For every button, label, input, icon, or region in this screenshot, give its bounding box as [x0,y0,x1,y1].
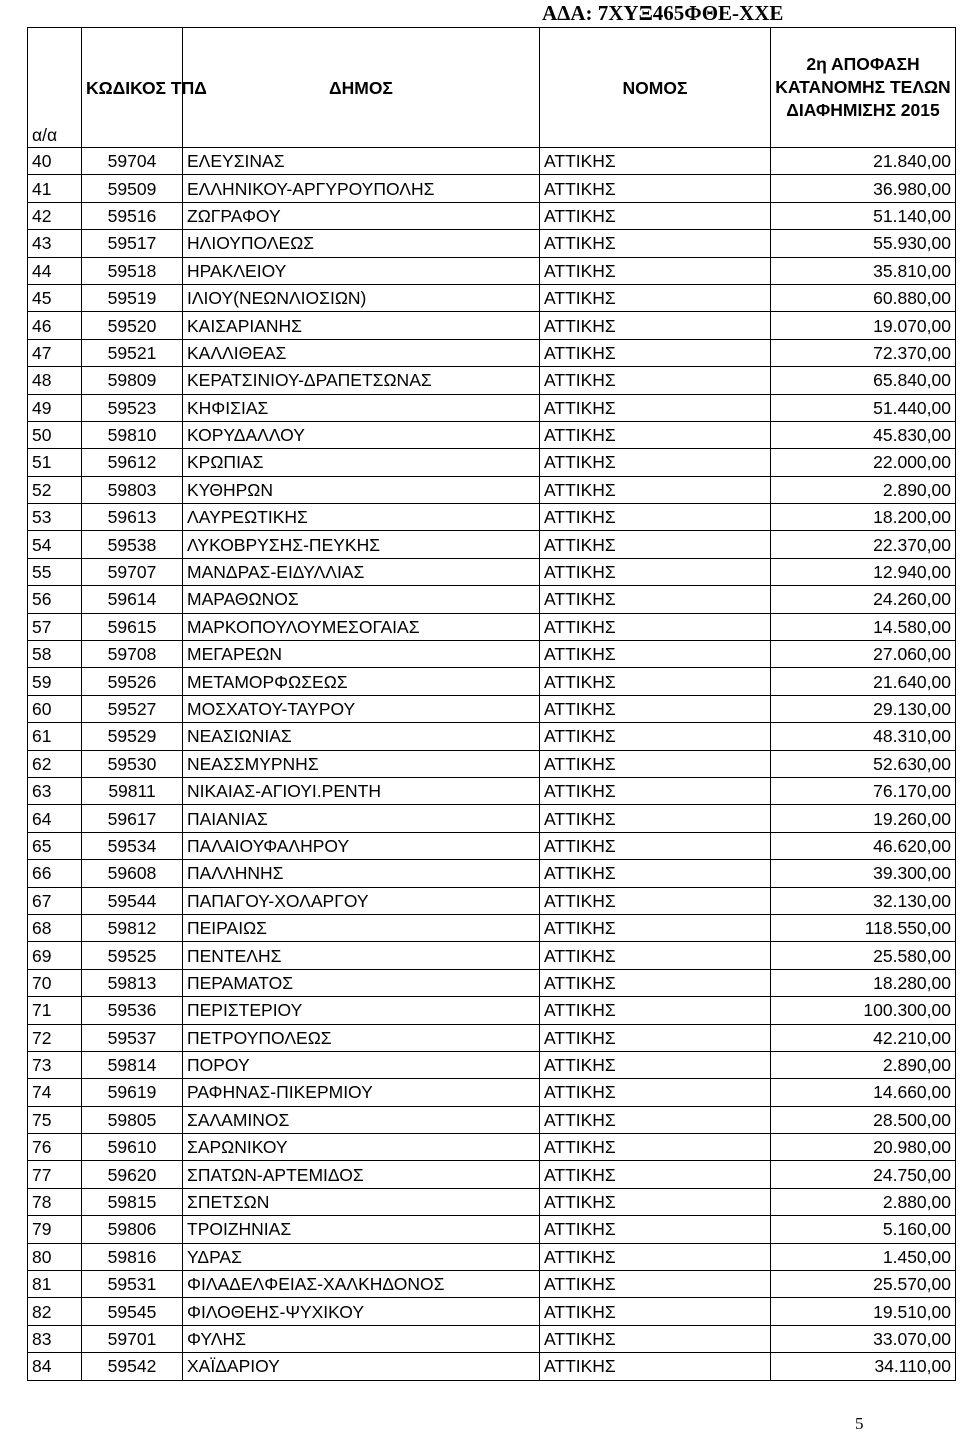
row-prefecture: ΑΤΤΙΚΗΣ [540,1298,771,1325]
row-number: 77 [28,1161,82,1188]
table-row [28,531,956,558]
table-row [28,942,956,969]
row-prefecture: ΑΤΤΙΚΗΣ [540,1051,771,1078]
row-amount: 118.550,00 [771,914,956,941]
row-amount: 52.630,00 [771,750,956,777]
row-number: 78 [28,1188,82,1215]
table-row [28,969,956,996]
table-row [28,257,956,284]
row-prefecture: ΑΤΤΙΚΗΣ [540,969,771,996]
table-row [28,1243,956,1270]
table-row [28,312,956,339]
row-municipality: ΤΡΟΙΖΗΝΙΑΣ [183,1216,540,1243]
table-row [28,695,956,722]
row-municipality: ΝΕΑΣΣΜΥΡΝΗΣ [183,750,540,777]
row-code: 59701 [82,1325,183,1352]
row-municipality: ΠΕΡΑΜΑΤΟΣ [183,969,540,996]
row-number: 57 [28,613,82,640]
row-prefecture: ΑΤΤΙΚΗΣ [540,531,771,558]
row-code: 59525 [82,942,183,969]
row-number: 76 [28,1134,82,1161]
row-amount: 19.510,00 [771,1298,956,1325]
table-row [28,449,956,476]
row-amount: 2.890,00 [771,1051,956,1078]
row-prefecture: ΑΤΤΙΚΗΣ [540,750,771,777]
row-municipality: ΦΥΛΗΣ [183,1325,540,1352]
row-number: 47 [28,339,82,366]
row-prefecture: ΑΤΤΙΚΗΣ [540,421,771,448]
row-code: 59814 [82,1051,183,1078]
row-code: 59518 [82,257,183,284]
table-row [28,1106,956,1133]
row-number: 56 [28,586,82,613]
row-number: 75 [28,1106,82,1133]
row-number: 52 [28,476,82,503]
row-number: 44 [28,257,82,284]
row-number: 66 [28,860,82,887]
row-prefecture: ΑΤΤΙΚΗΣ [540,668,771,695]
row-amount: 28.500,00 [771,1106,956,1133]
table-body [28,148,956,1381]
table-row [28,805,956,832]
row-number: 49 [28,394,82,421]
row-prefecture: ΑΤΤΙΚΗΣ [540,1325,771,1352]
row-amount: 33.070,00 [771,1325,956,1352]
row-amount: 25.580,00 [771,942,956,969]
row-number: 60 [28,695,82,722]
row-number: 80 [28,1243,82,1270]
row-code: 59806 [82,1216,183,1243]
row-amount: 72.370,00 [771,339,956,366]
row-code: 59527 [82,695,183,722]
table-row [28,887,956,914]
row-number: 74 [28,1079,82,1106]
row-number: 58 [28,641,82,668]
row-municipality: ΠΕΙΡΑΙΩΣ [183,914,540,941]
row-code: 59542 [82,1353,183,1380]
row-amount: 5.160,00 [771,1216,956,1243]
row-amount: 51.440,00 [771,394,956,421]
row-amount: 55.930,00 [771,230,956,257]
row-municipality: ΗΛΙΟΥΠΟΛΕΩΣ [183,230,540,257]
table-row [28,832,956,859]
table-row [28,914,956,941]
row-prefecture: ΑΤΤΙΚΗΣ [540,394,771,421]
row-number: 79 [28,1216,82,1243]
table-row [28,1134,956,1161]
row-municipality: ΝΕΑΣΙΩΝΙΑΣ [183,723,540,750]
table-row [28,476,956,503]
row-municipality: ΖΩΓΡΑΦΟΥ [183,202,540,229]
row-prefecture: ΑΤΤΙΚΗΣ [540,284,771,311]
row-amount: 22.370,00 [771,531,956,558]
row-amount: 65.840,00 [771,367,956,394]
row-number: 59 [28,668,82,695]
row-amount: 45.830,00 [771,421,956,448]
row-amount: 27.060,00 [771,641,956,668]
table-row [28,1325,956,1352]
row-code: 59531 [82,1271,183,1298]
row-number: 69 [28,942,82,969]
row-prefecture: ΑΤΤΙΚΗΣ [540,1079,771,1106]
table-row [28,1161,956,1188]
page-number: 5 [855,1414,864,1433]
row-amount: 14.660,00 [771,1079,956,1106]
row-municipality: ΚΥΘΗΡΩΝ [183,476,540,503]
row-prefecture: ΑΤΤΙΚΗΣ [540,230,771,257]
row-code: 59708 [82,641,183,668]
row-code: 59811 [82,777,183,804]
table-row [28,997,956,1024]
row-number: 65 [28,832,82,859]
row-number: 72 [28,1024,82,1051]
row-code: 59613 [82,504,183,531]
row-number: 71 [28,997,82,1024]
row-number: 45 [28,284,82,311]
table-row [28,284,956,311]
row-prefecture: ΑΤΤΙΚΗΣ [540,860,771,887]
row-municipality: ΠΑΛΑΙΟΥΦΑΛΗΡΟΥ [183,832,540,859]
row-municipality: ΛΥΚΟΒΡΥΣΗΣ-ΠΕΥΚΗΣ [183,531,540,558]
row-code: 59538 [82,531,183,558]
row-code: 59608 [82,860,183,887]
row-municipality: ΜΑΡΑΘΩΝΟΣ [183,586,540,613]
row-municipality: ΝΙΚΑΙΑΣ-ΑΓΙΟΥΙ.ΡΕΝΤΗ [183,777,540,804]
row-number: 81 [28,1271,82,1298]
table-row [28,175,956,202]
row-municipality: ΗΡΑΚΛΕΙΟΥ [183,257,540,284]
table-row [28,613,956,640]
row-municipality: ΚΟΡΥΔΑΛΛΟΥ [183,421,540,448]
row-municipality: ΠΕΤΡΟΥΠΟΛΕΩΣ [183,1024,540,1051]
row-prefecture: ΑΤΤΙΚΗΣ [540,202,771,229]
row-code: 59612 [82,449,183,476]
row-number: 63 [28,777,82,804]
row-code: 59813 [82,969,183,996]
row-municipality: ΠΑΛΛΗΝΗΣ [183,860,540,887]
row-prefecture: ΑΤΤΙΚΗΣ [540,641,771,668]
table-row [28,1298,956,1325]
row-municipality: ΜΑΡΚΟΠΟΥΛΟΥΜΕΣΟΓΑΙΑΣ [183,613,540,640]
row-prefecture: ΑΤΤΙΚΗΣ [540,832,771,859]
table-row [28,421,956,448]
row-code: 59545 [82,1298,183,1325]
row-number: 84 [28,1353,82,1380]
row-prefecture: ΑΤΤΙΚΗΣ [540,1216,771,1243]
row-amount: 22.000,00 [771,449,956,476]
table-row [28,1079,956,1106]
table-row [28,230,956,257]
row-number: 48 [28,367,82,394]
row-municipality: ΦΙΛΟΘΕΗΣ-ΨΥΧΙΚΟΥ [183,1298,540,1325]
row-municipality: ΠΕΝΤΕΛΗΣ [183,942,540,969]
table-row [28,558,956,585]
row-municipality: ΥΔΡΑΣ [183,1243,540,1270]
row-prefecture: ΑΤΤΙΚΗΣ [540,1134,771,1161]
table-row [28,723,956,750]
row-prefecture: ΑΤΤΙΚΗΣ [540,586,771,613]
row-amount: 24.260,00 [771,586,956,613]
row-number: 46 [28,312,82,339]
row-code: 59707 [82,558,183,585]
table-row [28,148,956,175]
row-code: 59617 [82,805,183,832]
row-municipality: ΕΛΕΥΣΙΝΑΣ [183,148,540,175]
row-code: 59815 [82,1188,183,1215]
row-municipality: ΠΑΠΑΓΟΥ-ΧΟΛΑΡΓΟΥ [183,887,540,914]
row-amount: 32.130,00 [771,887,956,914]
row-number: 70 [28,969,82,996]
row-prefecture: ΑΤΤΙΚΗΣ [540,723,771,750]
row-amount: 100.300,00 [771,997,956,1024]
row-amount: 14.580,00 [771,613,956,640]
row-amount: 21.840,00 [771,148,956,175]
row-prefecture: ΑΤΤΙΚΗΣ [540,312,771,339]
row-amount: 19.070,00 [771,312,956,339]
row-municipality: ΚΡΩΠΙΑΣ [183,449,540,476]
header-prefecture: ΝΟΜΟΣ [540,28,771,148]
table-row [28,339,956,366]
row-prefecture: ΑΤΤΙΚΗΣ [540,777,771,804]
row-prefecture: ΑΤΤΙΚΗΣ [540,1188,771,1215]
row-prefecture: ΑΤΤΙΚΗΣ [540,1106,771,1133]
row-code: 59529 [82,723,183,750]
row-amount: 19.260,00 [771,805,956,832]
row-code: 59614 [82,586,183,613]
row-amount: 36.980,00 [771,175,956,202]
row-number: 54 [28,531,82,558]
row-municipality: ΚΕΡΑΤΣΙΝΙΟΥ-ΔΡΑΠΕΤΣΩΝΑΣ [183,367,540,394]
row-prefecture: ΑΤΤΙΚΗΣ [540,805,771,832]
row-municipality: ΜΑΝΔΡΑΣ-ΕΙΔΥΛΛΙΑΣ [183,558,540,585]
row-prefecture: ΑΤΤΙΚΗΣ [540,148,771,175]
row-number: 53 [28,504,82,531]
row-number: 68 [28,914,82,941]
row-prefecture: ΑΤΤΙΚΗΣ [540,1161,771,1188]
table-row [28,1353,956,1380]
row-prefecture: ΑΤΤΙΚΗΣ [540,558,771,585]
row-amount: 1.450,00 [771,1243,956,1270]
table-row [28,1051,956,1078]
row-number: 50 [28,421,82,448]
row-amount: 48.310,00 [771,723,956,750]
table-row [28,860,956,887]
row-code: 59704 [82,148,183,175]
row-prefecture: ΑΤΤΙΚΗΣ [540,613,771,640]
row-amount: 25.570,00 [771,1271,956,1298]
row-municipality: ΜΟΣΧΑΤΟΥ-ΤΑΥΡΟΥ [183,695,540,722]
row-code: 59534 [82,832,183,859]
row-number: 51 [28,449,82,476]
row-prefecture: ΑΤΤΙΚΗΣ [540,175,771,202]
row-code: 59816 [82,1243,183,1270]
table-row [28,1271,956,1298]
row-number: 42 [28,202,82,229]
row-amount: 18.200,00 [771,504,956,531]
row-municipality: ΣΑΛΑΜΙΝΟΣ [183,1106,540,1133]
row-municipality: ΚΑΛΛΙΘΕΑΣ [183,339,540,366]
row-amount: 29.130,00 [771,695,956,722]
row-amount: 12.940,00 [771,558,956,585]
row-municipality: ΚΑΙΣΑΡΙΑΝΗΣ [183,312,540,339]
table-row [28,1024,956,1051]
row-number: 40 [28,148,82,175]
row-number: 64 [28,805,82,832]
row-number: 67 [28,887,82,914]
table-row [28,668,956,695]
row-prefecture: ΑΤΤΙΚΗΣ [540,1024,771,1051]
row-prefecture: ΑΤΤΙΚΗΣ [540,367,771,394]
row-code: 59509 [82,175,183,202]
row-prefecture: ΑΤΤΙΚΗΣ [540,942,771,969]
header-amount: 2η ΑΠΟΦΑΣΗ ΚΑΤΑΝΟΜΗΣ ΤΕΛΩΝ ΔΙΑΦΗΜΙΣΗΣ 2015 [771,28,956,148]
row-code: 59805 [82,1106,183,1133]
row-prefecture: ΑΤΤΙΚΗΣ [540,887,771,914]
row-prefecture: ΑΤΤΙΚΗΣ [540,695,771,722]
row-code: 59619 [82,1079,183,1106]
row-municipality: ΧΑΪΔΑΡΙΟΥ [183,1353,540,1380]
row-amount: 18.280,00 [771,969,956,996]
row-code: 59516 [82,202,183,229]
table-row [28,394,956,421]
header-municipality: ΔΗΜΟΣ [183,28,540,148]
row-municipality: ΦΙΛΑΔΕΛΦΕΙΑΣ-ΧΑΛΚΗΔΟΝΟΣ [183,1271,540,1298]
table-row [28,750,956,777]
row-number: 43 [28,230,82,257]
row-amount: 76.170,00 [771,777,956,804]
row-municipality: ΣΠΕΤΣΩΝ [183,1188,540,1215]
row-code: 59530 [82,750,183,777]
row-prefecture: ΑΤΤΙΚΗΣ [540,257,771,284]
row-municipality: ΣΑΡΩΝΙΚΟΥ [183,1134,540,1161]
row-code: 59536 [82,997,183,1024]
row-municipality: ΠΑΙΑΝΙΑΣ [183,805,540,832]
row-code: 59810 [82,421,183,448]
row-code: 59526 [82,668,183,695]
row-code: 59610 [82,1134,183,1161]
row-number: 61 [28,723,82,750]
table-row [28,202,956,229]
row-prefecture: ΑΤΤΙΚΗΣ [540,997,771,1024]
row-code: 59544 [82,887,183,914]
row-code: 59519 [82,284,183,311]
table-row [28,777,956,804]
row-number: 55 [28,558,82,585]
row-municipality: ΚΗΦΙΣΙΑΣ [183,394,540,421]
row-code: 59520 [82,312,183,339]
row-municipality: ΡΑΦΗΝΑΣ-ΠΙΚΕΡΜΙΟΥ [183,1079,540,1106]
row-amount: 46.620,00 [771,832,956,859]
header-aa: α/α [28,28,82,148]
row-municipality: ΛΑΥΡΕΩΤΙΚΗΣ [183,504,540,531]
row-municipality: ΜΕΓΑΡΕΩΝ [183,641,540,668]
row-prefecture: ΑΤΤΙΚΗΣ [540,449,771,476]
header-code: ΚΩΔΙΚΟΣ ΤΠΔ [82,28,183,148]
row-prefecture: ΑΤΤΙΚΗΣ [540,1353,771,1380]
row-number: 83 [28,1325,82,1352]
row-municipality: ΣΠΑΤΩΝ-ΑΡΤΕΜΙΔΟΣ [183,1161,540,1188]
row-number: 41 [28,175,82,202]
row-amount: 51.140,00 [771,202,956,229]
row-amount: 34.110,00 [771,1353,956,1380]
row-prefecture: ΑΤΤΙΚΗΣ [540,914,771,941]
row-prefecture: ΑΤΤΙΚΗΣ [540,1243,771,1270]
row-code: 59615 [82,613,183,640]
row-prefecture: ΑΤΤΙΚΗΣ [540,504,771,531]
row-amount: 2.890,00 [771,476,956,503]
row-number: 62 [28,750,82,777]
ada-header: ΑΔΑ: 7ΧΥΞ465ΦΘΕ-ΧΧΕ [542,1,784,25]
table-row [28,641,956,668]
table-row [28,1188,956,1215]
row-amount: 2.880,00 [771,1188,956,1215]
row-code: 59620 [82,1161,183,1188]
row-amount: 35.810,00 [771,257,956,284]
row-amount: 24.750,00 [771,1161,956,1188]
row-amount: 21.640,00 [771,668,956,695]
row-municipality: ΙΛΙΟΥ(ΝΕΩΝΛΙΟΣΙΩΝ) [183,284,540,311]
row-code: 59523 [82,394,183,421]
row-code: 59517 [82,230,183,257]
row-municipality: ΕΛΛΗΝΙΚΟΥ-ΑΡΓΥΡΟΥΠΟΛΗΣ [183,175,540,202]
row-code: 59809 [82,367,183,394]
row-municipality: ΠΕΡΙΣΤΕΡΙΟΥ [183,997,540,1024]
row-code: 59812 [82,914,183,941]
table-row [28,504,956,531]
row-amount: 39.300,00 [771,860,956,887]
row-amount: 42.210,00 [771,1024,956,1051]
row-prefecture: ΑΤΤΙΚΗΣ [540,339,771,366]
row-municipality: ΜΕΤΑΜΟΡΦΩΣΕΩΣ [183,668,540,695]
row-number: 82 [28,1298,82,1325]
allocation-table [27,27,956,1381]
row-number: 73 [28,1051,82,1078]
row-code: 59803 [82,476,183,503]
row-amount: 20.980,00 [771,1134,956,1161]
table-row [28,1216,956,1243]
row-municipality: ΠΟΡΟΥ [183,1051,540,1078]
row-prefecture: ΑΤΤΙΚΗΣ [540,476,771,503]
row-amount: 60.880,00 [771,284,956,311]
table-row [28,586,956,613]
row-prefecture: ΑΤΤΙΚΗΣ [540,1271,771,1298]
table-row [28,367,956,394]
row-code: 59521 [82,339,183,366]
table-header-row [28,28,956,148]
row-code: 59537 [82,1024,183,1051]
